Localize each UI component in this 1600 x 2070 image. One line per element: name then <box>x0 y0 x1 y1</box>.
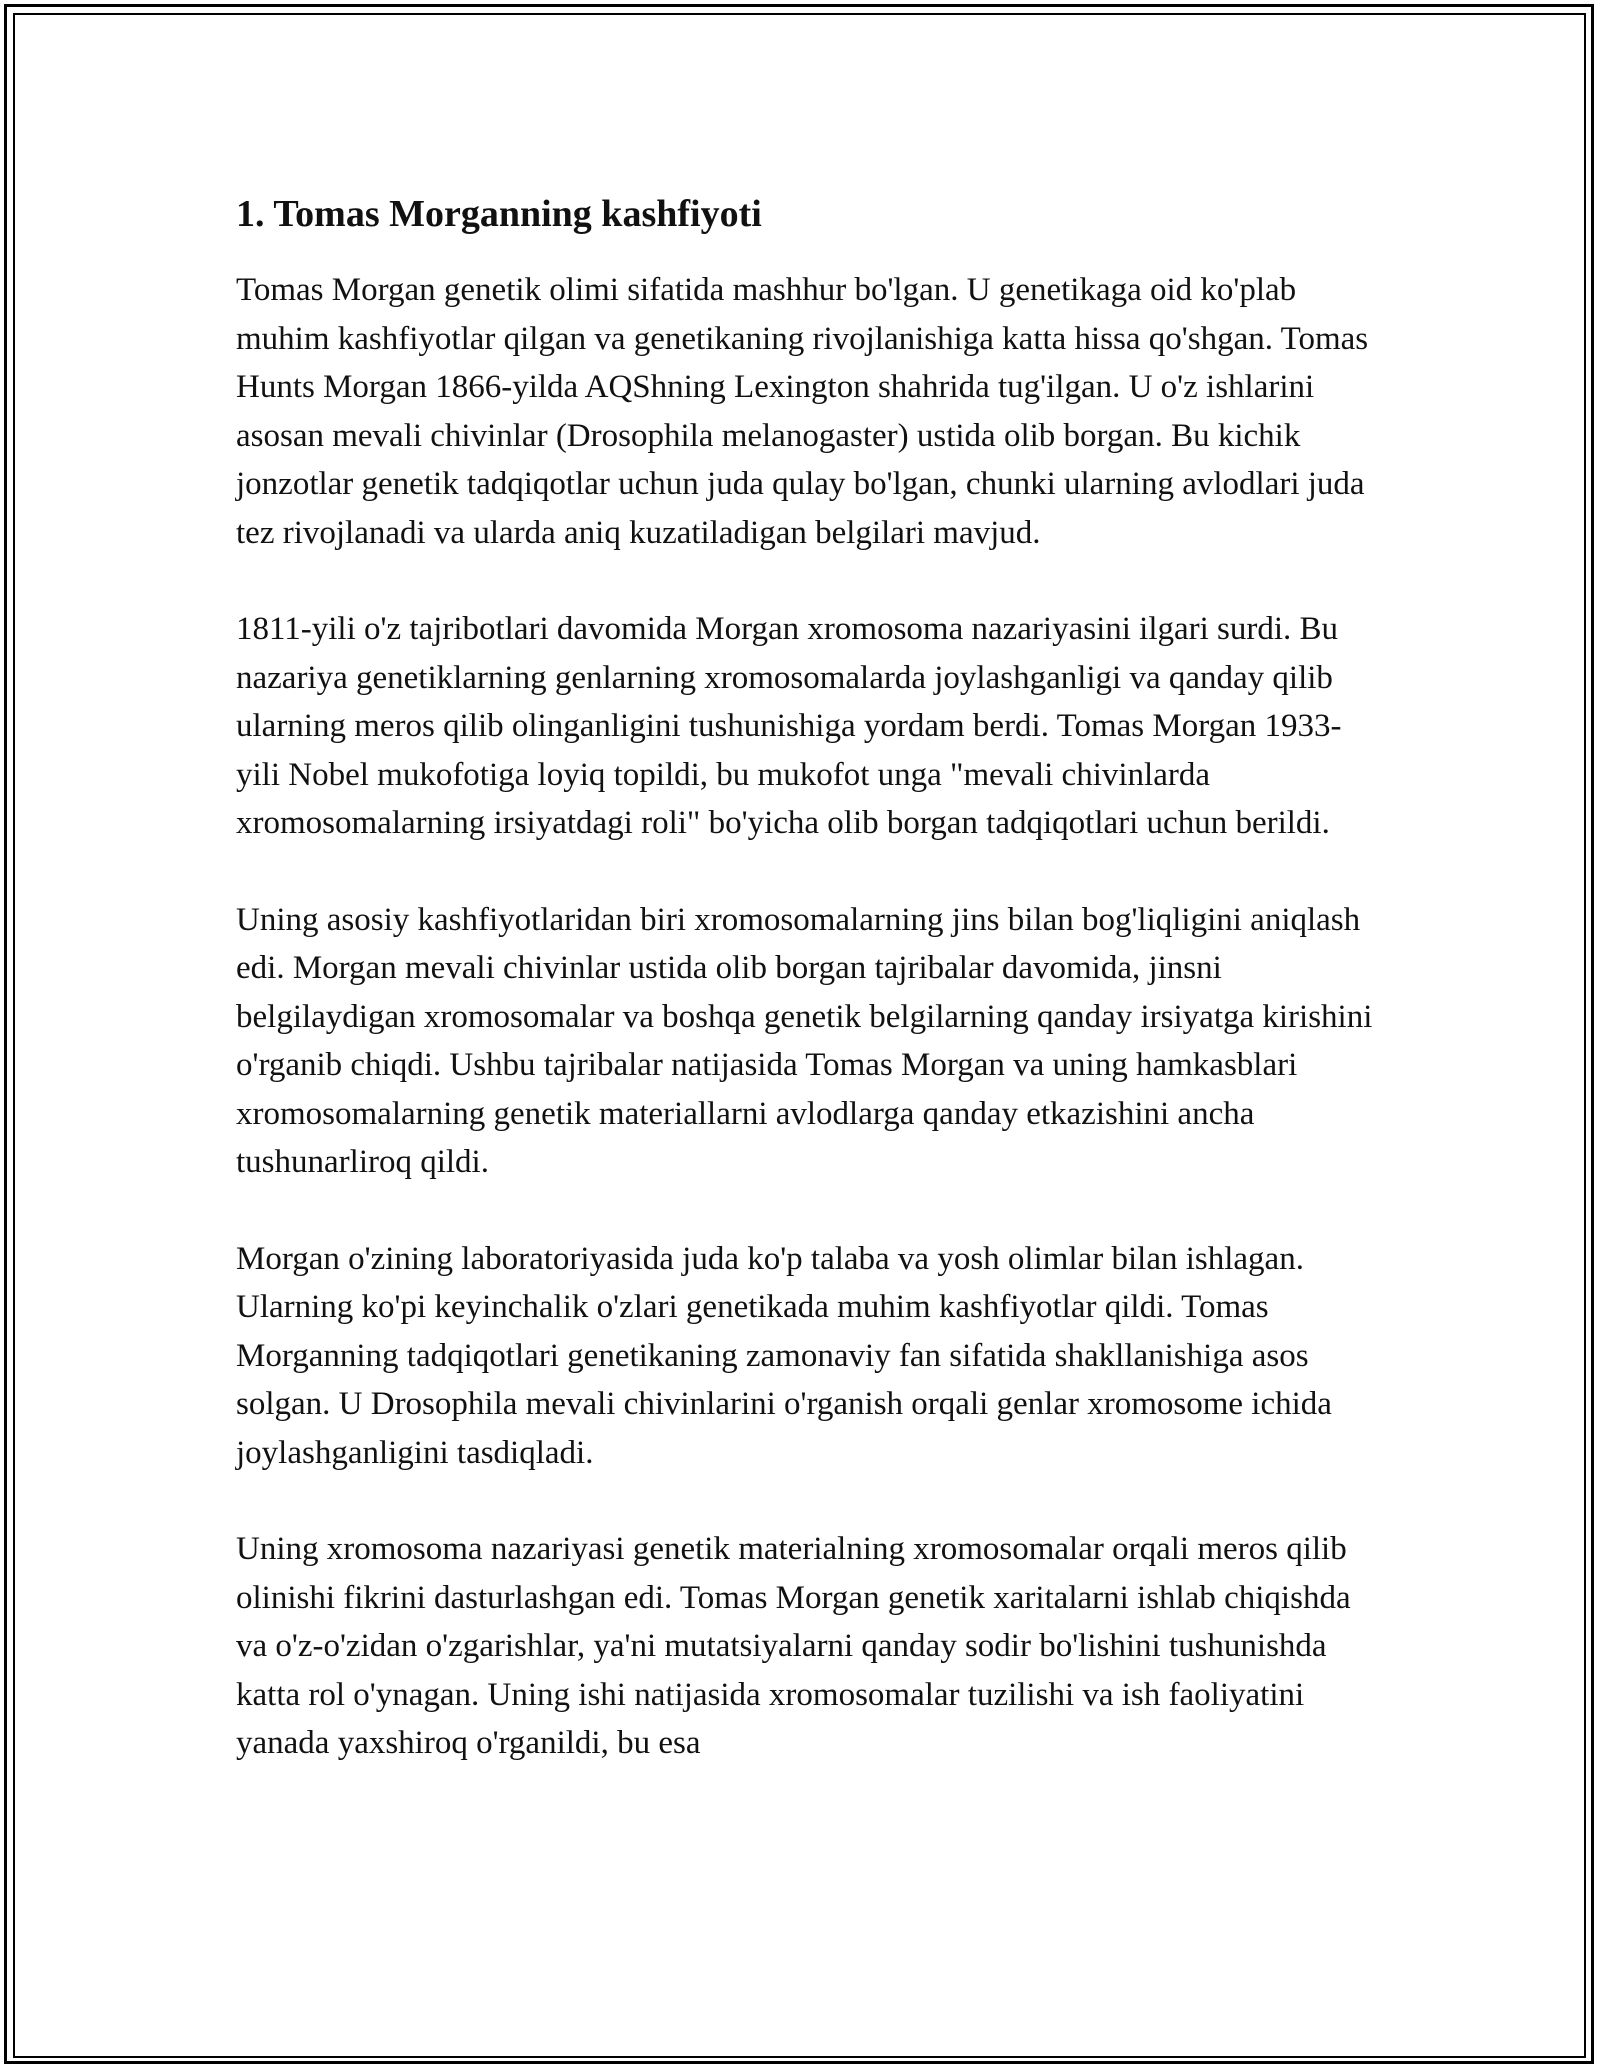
section-heading: 1. Tomas Morganning kashfiyoti <box>236 193 762 235</box>
document-body <box>236 186 1376 1816</box>
paragraph-1: Tomas Morgan genetik olimi sifatida mashhur bo'lgan. U genetikaga oid ko'plab muhim kashfiyotlar qilgan va genetikaning rivojlanishiga katta hissa qo'shgan. Tomas Hunts Morgan 1866-yilda AQShning Lexington shahrida tug'ilgan. U o'z ishlarini asosan mevali chivinlar (Drosophila melanogaster) ustida olib borgan. Bu kichik jonzotlar genetik tadqiqotlar uchun juda qulay bo'lgan, chunki ularning avlodlari juda tez rivojlanadi va ularda aniq kuzatiladigan belgilari mavjud. <box>236 272 1369 551</box>
paragraph-4: Morgan o'zining laboratoriyasida juda ko'p talaba va yosh olimlar bilan ishlagan. Ularning ko'pi keyinchalik o'zlari genetikada muhim kashfiyotlar qildi. Tomas Morganning tadqiqotlari genetikaning zamonaviy fan sifatida shakllanishiga asos solgan. U Drosophila mevali chivinlarini o'rganish orqali genlar xromosome ichida joylashganligini tasdiqladi. <box>236 1240 1332 1471</box>
paragraph-3: Uning asosiy kashfiyotlaridan biri xromosomalarning jins bilan bog'liqligini aniqlash edi. Morgan mevali chivinlar ustida olib borgan tajribalar davomida, jinsni belgilaydigan xromosomalar va boshqa genetik belgilarning qanday irsiyatga kirishini o'rganib chiqdi. Ushbu tajribalar natijasida Tomas Morgan va uning hamkasblari xromosomalarning genetik materiallarni avlodlarga qanday etkazishini ancha tushunarliroq qildi. <box>236 901 1373 1180</box>
paragraph-5: Uning xromosoma nazariyasi genetik materialning xromosomalar orqali meros qilib olinishi fikrini dasturlashgan edi. Tomas Morgan genetik xaritalarni ishlab chiqishda va o'z-o'zidan o'zgarishlar, ya'ni mutatsiyalarni qanday sodir bo'lishini tushunishda katta rol o'ynagan. Uning ishi natijasida xromosomalar tuzilishi va ish faoliyatini yanada yaxshiroq o'rganildi, bu esa <box>236 1531 1351 1761</box>
paragraph-2: 1811-yili o'z tajribotlari davomida Morgan xromosoma nazariyasini ilgari surdi. Bu nazariya genetiklarning genlarning xromosomalarda joylashganligi va qanday qilib ularning meros qilib olinganligini tushunishiga yordam berdi. Tomas Morgan 1933-yili Nobel mukofotiga loyiq topildi, bu mukofot unga "mevali chivinlarda xromosomalarning irsiyatdagi roli" bo'yicha olib borgan tadqiqotlari uchun berildi. <box>236 611 1342 841</box>
